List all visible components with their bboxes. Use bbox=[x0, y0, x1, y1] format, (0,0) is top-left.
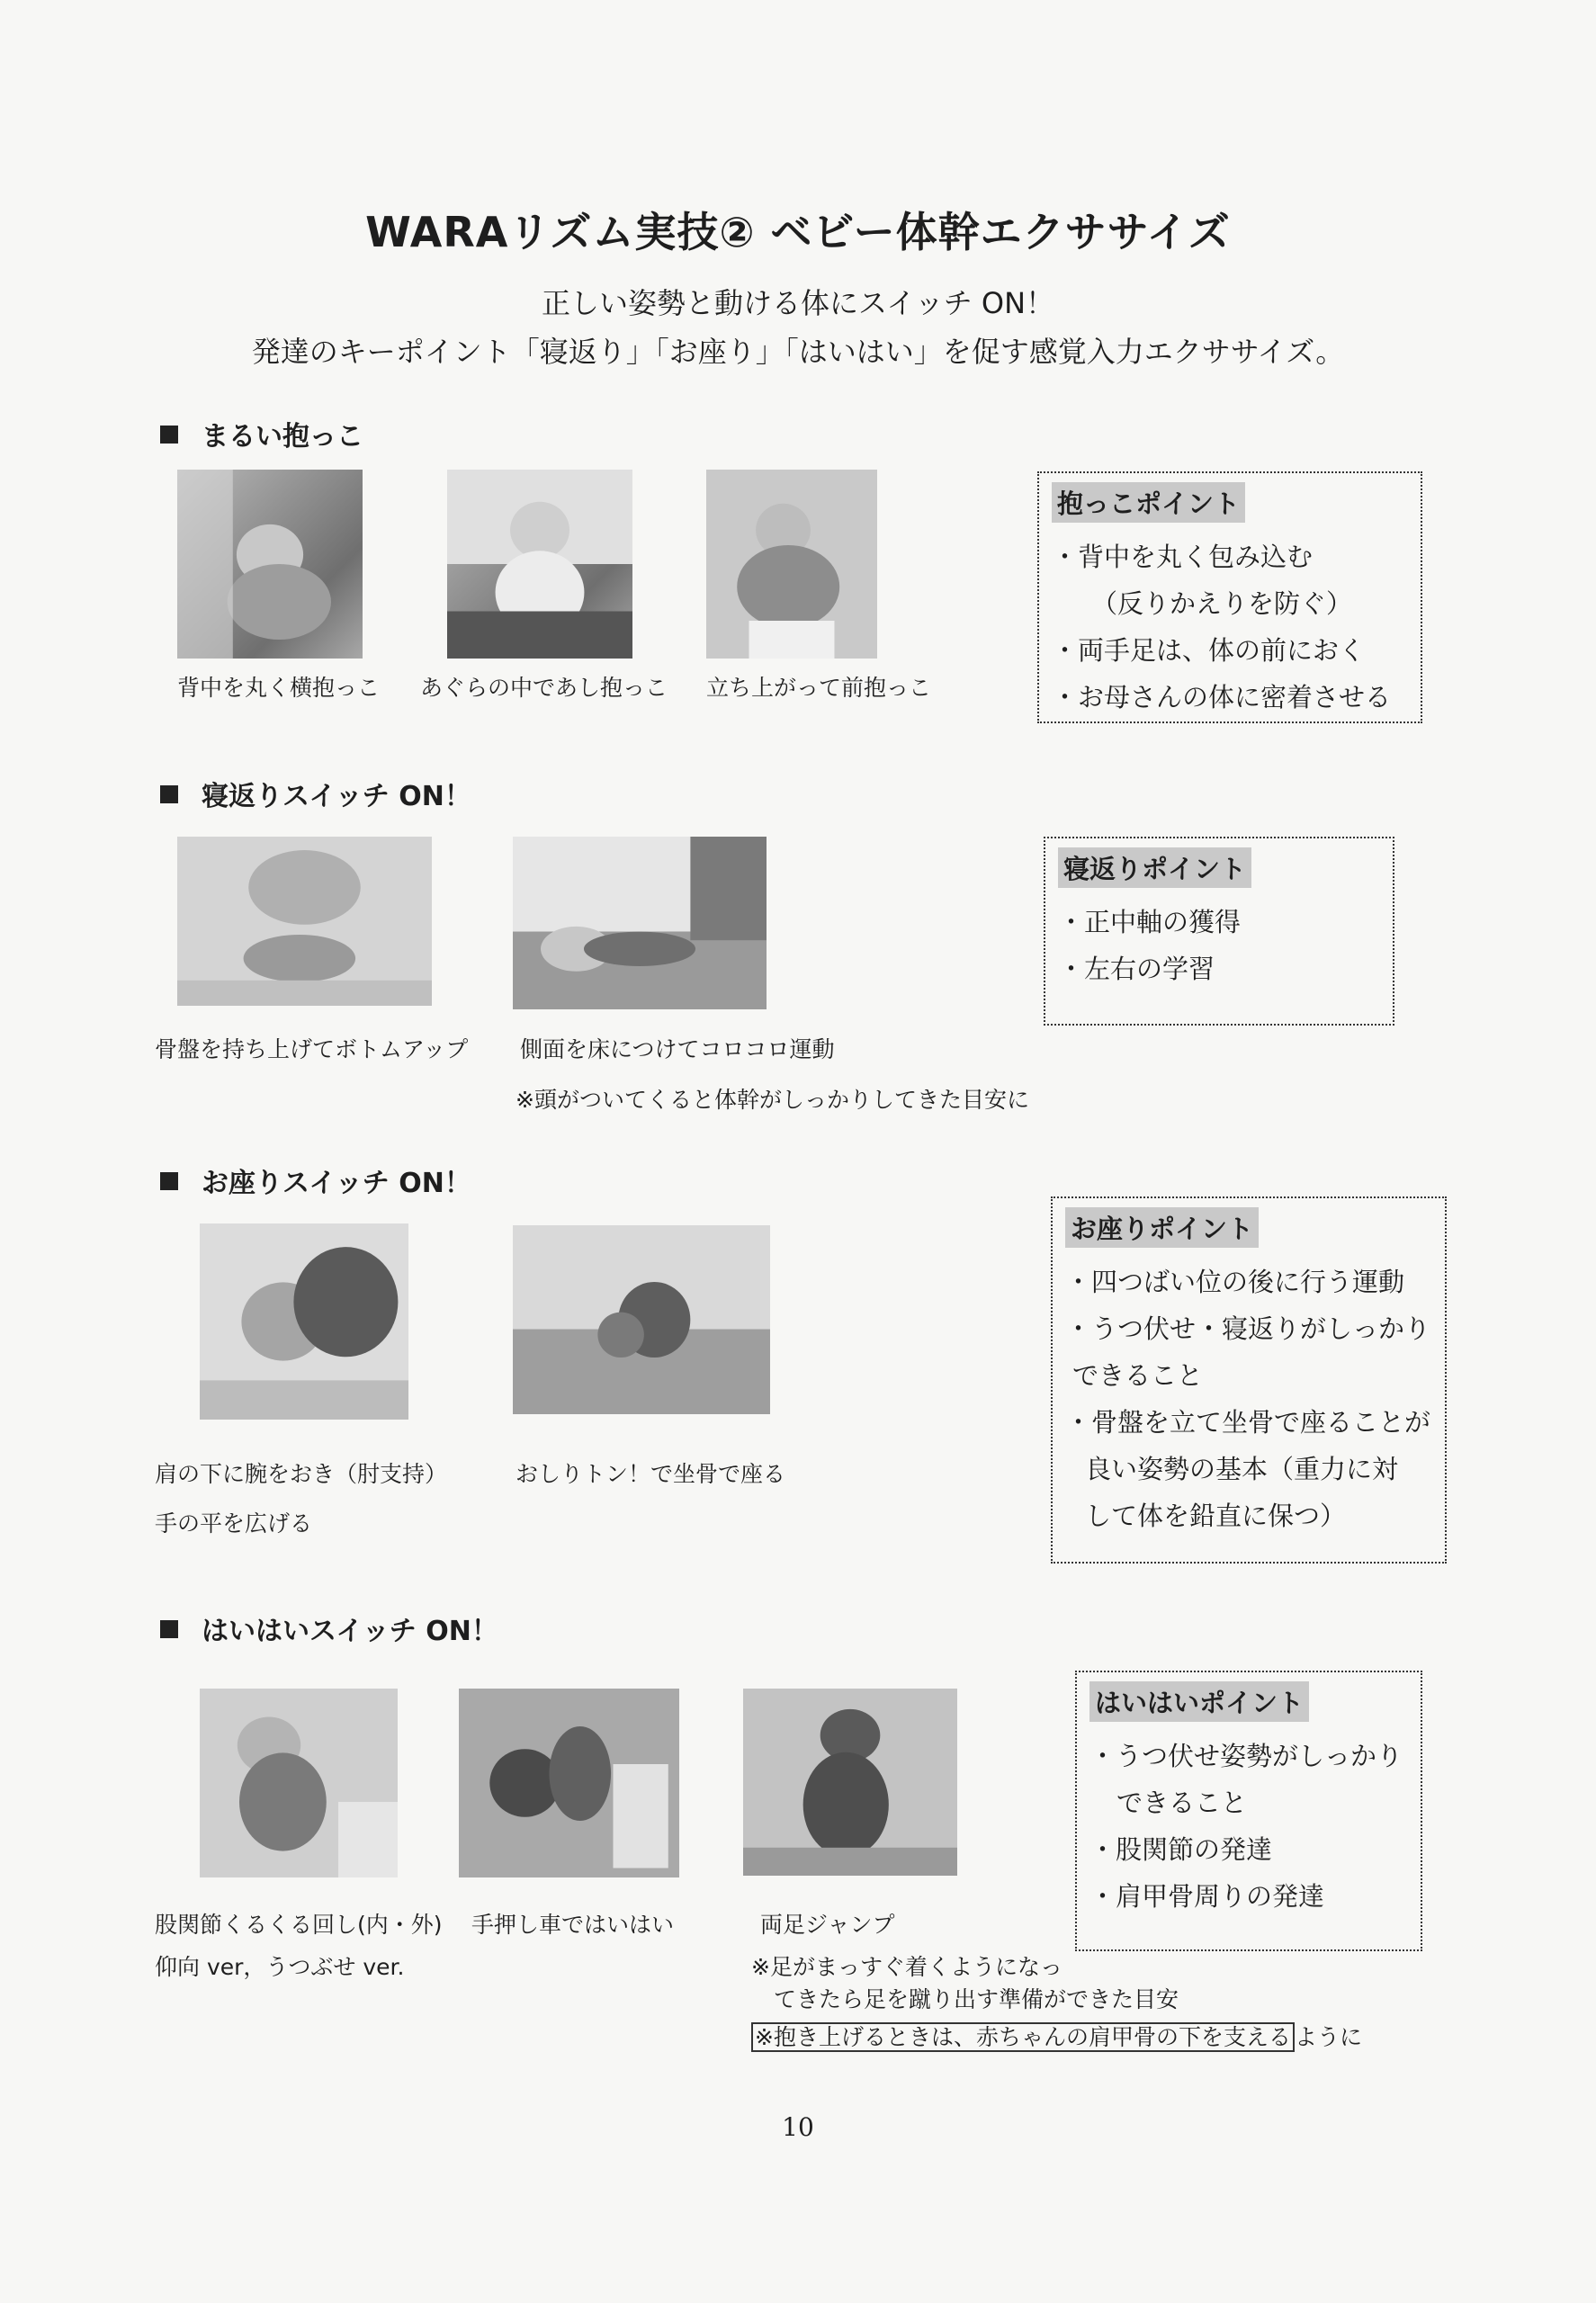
photo-negaeri-2 bbox=[513, 837, 767, 1009]
section-heading-negaeri: 寝返りスイッチ ON！ bbox=[160, 774, 471, 813]
point-title-osuwari: お座りポイント bbox=[1065, 1207, 1259, 1248]
caption-haihai-2: 手押し車ではいはい bbox=[471, 1912, 675, 1938]
caption-dakko-1: 背中を丸く横抱っこ bbox=[177, 675, 381, 701]
point-item: ・お母さんの体に密着させる bbox=[1052, 682, 1392, 712]
caption-haihai-3: 両足ジャンプ bbox=[760, 1912, 895, 1938]
point-item: ・背中を丸く包み込む bbox=[1052, 542, 1314, 572]
photo-haihai-1 bbox=[200, 1689, 398, 1877]
section-heading-dakko: まるい抱っこ bbox=[160, 414, 363, 453]
photo-haihai-2 bbox=[459, 1689, 679, 1877]
point-item: できること bbox=[1116, 1788, 1248, 1818]
caption-haihai-1a: 股関節くるくる回し(内・外) bbox=[155, 1912, 443, 1938]
caption-negaeri-1: 骨盤を持ち上げてボトムアップ bbox=[155, 1036, 469, 1062]
bullet-square-icon bbox=[160, 1620, 178, 1638]
bullet-square-icon bbox=[160, 785, 178, 803]
point-item: ・四つばい位の後に行う運動 bbox=[1065, 1267, 1405, 1297]
subtitle-2: 発達のキーポイント「寝返り」「お座り」「はいはい」を促す感覚入力エクササイズ。 bbox=[251, 335, 1345, 369]
point-title-haihai: はいはいポイント bbox=[1089, 1681, 1309, 1722]
bullet-square-icon bbox=[160, 426, 178, 444]
point-box-osuwari bbox=[1051, 1196, 1447, 1564]
boxed-note: ※抱き上げるときは、赤ちゃんの肩甲骨の下を支える bbox=[751, 2022, 1295, 2052]
caption-haihai-1b: 仰向 ver，うつぶせ ver. bbox=[155, 1954, 405, 1980]
note-negaeri: ※頭がついてくると体幹がしっかりしてきた目安に bbox=[516, 1087, 1029, 1113]
photo-dakko-1 bbox=[177, 470, 363, 659]
point-item: ・両手足は、体の前におく bbox=[1052, 635, 1366, 666]
point-item: できること bbox=[1072, 1360, 1204, 1391]
photo-dakko-2 bbox=[447, 470, 632, 659]
photo-osuwari-1 bbox=[200, 1223, 408, 1420]
point-title-negaeri: 寝返りポイント bbox=[1058, 847, 1251, 888]
photo-haihai-3 bbox=[743, 1689, 957, 1876]
point-item: ・うつ伏せ・寝返りがしっかり bbox=[1065, 1313, 1431, 1344]
caption-osuwari-2: おしりトン！で坐骨で座る bbox=[516, 1461, 786, 1487]
caption-dakko-3: 立ち上がって前抱っこ bbox=[706, 675, 932, 701]
caption-osuwari-1a: 肩の下に腕をおき（肘支持） bbox=[155, 1461, 448, 1487]
boxed-note-tail: ように bbox=[1294, 2024, 1362, 2050]
point-item: ・左右の学習 bbox=[1058, 954, 1215, 984]
photo-osuwari-2 bbox=[513, 1225, 770, 1414]
point-title-dakko: 抱っこポイント bbox=[1052, 482, 1245, 523]
point-item: 良い姿勢の基本（重力に対 bbox=[1085, 1454, 1399, 1484]
point-item: ・肩甲骨周りの発達 bbox=[1089, 1881, 1325, 1912]
section-heading-osuwari: お座りスイッチ ON！ bbox=[160, 1160, 471, 1200]
point-item: ・股関節の発達 bbox=[1089, 1834, 1273, 1865]
point-item: （反りかえりを防ぐ） bbox=[1091, 588, 1353, 619]
photo-dakko-3 bbox=[706, 470, 877, 659]
note-haihai-3 bbox=[751, 2022, 1362, 2053]
page-number: 10 bbox=[782, 2112, 814, 2142]
point-item: して体を鉛直に保つ） bbox=[1085, 1501, 1347, 1531]
photo-negaeri-1 bbox=[177, 837, 432, 1006]
page-title: WARAリズム実技② ベビー体幹エクササイズ bbox=[365, 208, 1231, 256]
point-item: ・骨盤を立て坐骨で座ることが bbox=[1065, 1407, 1431, 1438]
caption-dakko-2: あぐらの中であし抱っこ bbox=[420, 675, 668, 701]
note-haihai-1: ※足がまっすぐ着くようになっ bbox=[751, 1954, 1063, 1980]
subtitle-1: 正しい姿勢と動ける体にスイッチ ON！ bbox=[541, 286, 1055, 320]
point-item: ・うつ伏せ姿勢がしっかり bbox=[1089, 1741, 1403, 1771]
bullet-square-icon bbox=[160, 1172, 178, 1190]
point-box-dakko bbox=[1037, 471, 1422, 723]
caption-negaeri-2: 側面を床につけてコロコロ運動 bbox=[520, 1036, 835, 1062]
point-item: ・正中軸の獲得 bbox=[1058, 907, 1242, 937]
caption-osuwari-1b: 手の平を広げる bbox=[155, 1510, 313, 1537]
point-box-haihai bbox=[1075, 1671, 1422, 1951]
point-box-negaeri bbox=[1044, 837, 1394, 1026]
note-haihai-2: てきたら足を蹴り出す準備ができた目安 bbox=[774, 1986, 1179, 2012]
section-heading-haihai: はいはいスイッチ ON！ bbox=[160, 1609, 498, 1648]
